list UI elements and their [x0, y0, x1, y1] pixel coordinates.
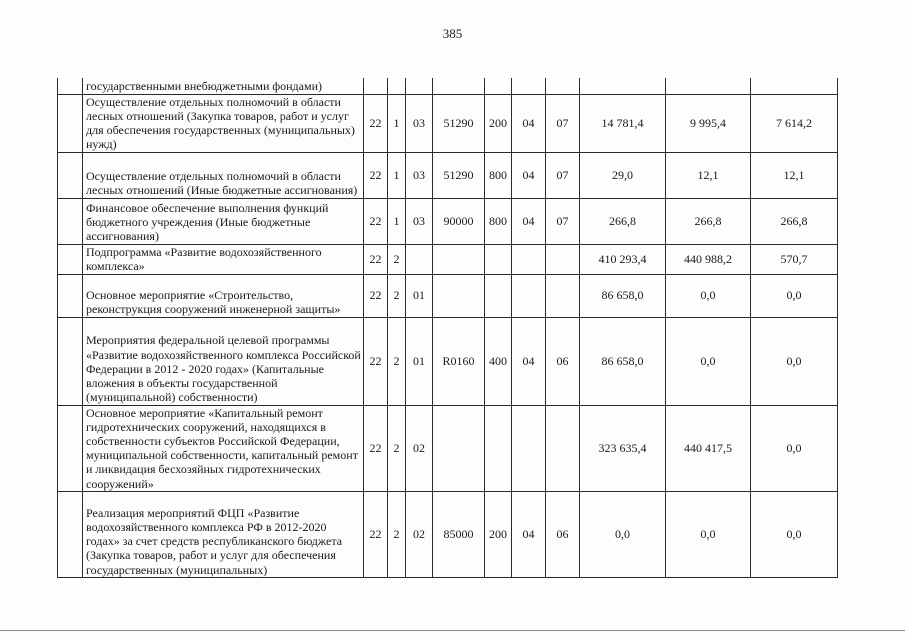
code-cell — [512, 244, 546, 274]
code-cell: 2 — [388, 274, 406, 317]
table-row — [58, 274, 838, 317]
amount-cell: 0,0 — [666, 491, 751, 577]
amount-cell — [580, 78, 666, 94]
code-cell: 04 — [512, 152, 546, 198]
amount-cell: 440 417,5 — [666, 405, 751, 491]
code-cell: 85000 — [433, 491, 485, 577]
code-cell: 800 — [485, 198, 512, 244]
code-cell: 07 — [546, 198, 580, 244]
code-cell: 03 — [406, 198, 433, 244]
row-name: Мероприятия федеральной целевой программы «Развитие водохозяйственного комплекса Российской Федерации в 2012 - 2020 годах» (Капитальные вложения в объекты государственной (муниципальной) собственности) — [83, 317, 364, 405]
amount-cell: 0,0 — [666, 274, 751, 317]
code-cell: 51290 — [433, 94, 485, 152]
code-cell: 06 — [546, 317, 580, 405]
code-cell — [388, 78, 406, 94]
code-cell: 22 — [364, 405, 388, 491]
code-cell: 400 — [485, 317, 512, 405]
code-cell: 02 — [406, 405, 433, 491]
code-cell: 2 — [388, 405, 406, 491]
amount-cell: 0,0 — [580, 491, 666, 577]
amount-cell: 410 293,4 — [580, 244, 666, 274]
code-cell — [512, 78, 546, 94]
code-cell: 22 — [364, 94, 388, 152]
amount-cell: 0,0 — [751, 317, 838, 405]
amount-cell: 86 658,0 — [580, 317, 666, 405]
amount-cell: 0,0 — [751, 491, 838, 577]
code-cell: 1 — [388, 152, 406, 198]
code-cell — [433, 405, 485, 491]
index-cell — [58, 152, 83, 198]
code-cell: 04 — [512, 198, 546, 244]
amount-cell: 323 635,4 — [580, 405, 666, 491]
row-name: Основное мероприятие «Капитальный ремонт гидротехнических сооружений, находящихся в собственности субъектов Российской Федерации, муниципальной собственности, капитальный ремонт и ликвидация бесхозяйных гидротехнических сооружений» — [83, 405, 364, 491]
amount-cell: 266,8 — [751, 198, 838, 244]
table-row — [58, 405, 838, 491]
code-cell — [485, 274, 512, 317]
code-cell: 06 — [546, 491, 580, 577]
code-cell: 22 — [364, 491, 388, 577]
code-cell — [433, 274, 485, 317]
code-cell: 1 — [388, 94, 406, 152]
table-row — [58, 491, 838, 577]
amount-cell: 86 658,0 — [580, 274, 666, 317]
code-cell — [433, 78, 485, 94]
code-cell — [433, 244, 485, 274]
amount-cell: 0,0 — [666, 317, 751, 405]
row-name: Подпрограмма «Развитие водохозяйственного комплекса» — [83, 244, 364, 274]
row-name: Осуществление отдельных полномочий в области лесных отношений (Иные бюджетные ассигнования) — [83, 152, 364, 198]
code-cell: 800 — [485, 152, 512, 198]
index-cell — [58, 198, 83, 244]
index-cell — [58, 491, 83, 577]
code-cell — [485, 405, 512, 491]
code-cell: 2 — [388, 317, 406, 405]
code-cell: 04 — [512, 491, 546, 577]
index-cell — [58, 317, 83, 405]
table-row — [58, 317, 838, 405]
code-cell — [406, 244, 433, 274]
code-cell — [512, 274, 546, 317]
index-cell — [58, 94, 83, 152]
code-cell: 01 — [406, 317, 433, 405]
code-cell — [546, 274, 580, 317]
row-name: Осуществление отдельных полномочий в области лесных отношений (Закупка товаров, работ и услуг для обеспечения государственных (муниципальных) нужд) — [83, 94, 364, 152]
code-cell — [546, 405, 580, 491]
code-cell: 22 — [364, 244, 388, 274]
code-cell: 22 — [364, 317, 388, 405]
code-cell: 1 — [388, 198, 406, 244]
code-cell: 22 — [364, 152, 388, 198]
index-cell — [58, 244, 83, 274]
code-cell: 22 — [364, 274, 388, 317]
row-name: государственными внебюджетными фондами) — [83, 78, 364, 94]
index-cell — [58, 274, 83, 317]
code-cell — [364, 78, 388, 94]
amount-cell: 266,8 — [580, 198, 666, 244]
amount-cell: 9 995,4 — [666, 94, 751, 152]
code-cell: 01 — [406, 274, 433, 317]
budget-table — [57, 78, 838, 578]
code-cell — [406, 78, 433, 94]
code-cell: 03 — [406, 152, 433, 198]
amount-cell: 266,8 — [666, 198, 751, 244]
code-cell: 90000 — [433, 198, 485, 244]
code-cell: 2 — [388, 244, 406, 274]
table-row — [58, 198, 838, 244]
index-cell — [58, 405, 83, 491]
amount-cell: 29,0 — [580, 152, 666, 198]
code-cell: 04 — [512, 94, 546, 152]
code-cell — [546, 78, 580, 94]
amount-cell: 0,0 — [751, 405, 838, 491]
amount-cell: 12,1 — [751, 152, 838, 198]
code-cell: 02 — [406, 491, 433, 577]
code-cell: 200 — [485, 491, 512, 577]
row-name: Основное мероприятие «Строительство, реконструкция сооружений инженерной защиты» — [83, 274, 364, 317]
page-bottom-rule — [0, 630, 905, 631]
code-cell: 03 — [406, 94, 433, 152]
table-row — [58, 244, 838, 274]
code-cell: 51290 — [433, 152, 485, 198]
code-cell — [485, 244, 512, 274]
amount-cell: 440 988,2 — [666, 244, 751, 274]
code-cell — [485, 78, 512, 94]
table-row — [58, 94, 838, 152]
table-row — [58, 152, 838, 198]
row-name: Финансовое обеспечение выполнения функций бюджетного учреждения (Иные бюджетные ассигнования) — [83, 198, 364, 244]
amount-cell — [666, 78, 751, 94]
code-cell — [546, 244, 580, 274]
code-cell: 04 — [512, 317, 546, 405]
code-cell: 200 — [485, 94, 512, 152]
amount-cell: 570,7 — [751, 244, 838, 274]
amount-cell: 14 781,4 — [580, 94, 666, 152]
row-name: Реализация мероприятий ФЦП «Развитие водохозяйственного комплекса РФ в 2012-2020 годах» за счет средств республиканского бюджета (Закупка товаров, работ и услуг для обеспечения государственных (муниципальных) — [83, 491, 364, 577]
amount-cell: 0,0 — [751, 274, 838, 317]
code-cell: 2 — [388, 491, 406, 577]
amount-cell: 12,1 — [666, 152, 751, 198]
table-row — [58, 78, 838, 94]
code-cell — [512, 405, 546, 491]
amount-cell — [751, 78, 838, 94]
code-cell: 07 — [546, 152, 580, 198]
code-cell: R0160 — [433, 317, 485, 405]
code-cell: 22 — [364, 198, 388, 244]
page-number: 385 — [442, 26, 463, 41]
code-cell: 07 — [546, 94, 580, 152]
index-cell — [58, 78, 83, 94]
amount-cell: 7 614,2 — [751, 94, 838, 152]
